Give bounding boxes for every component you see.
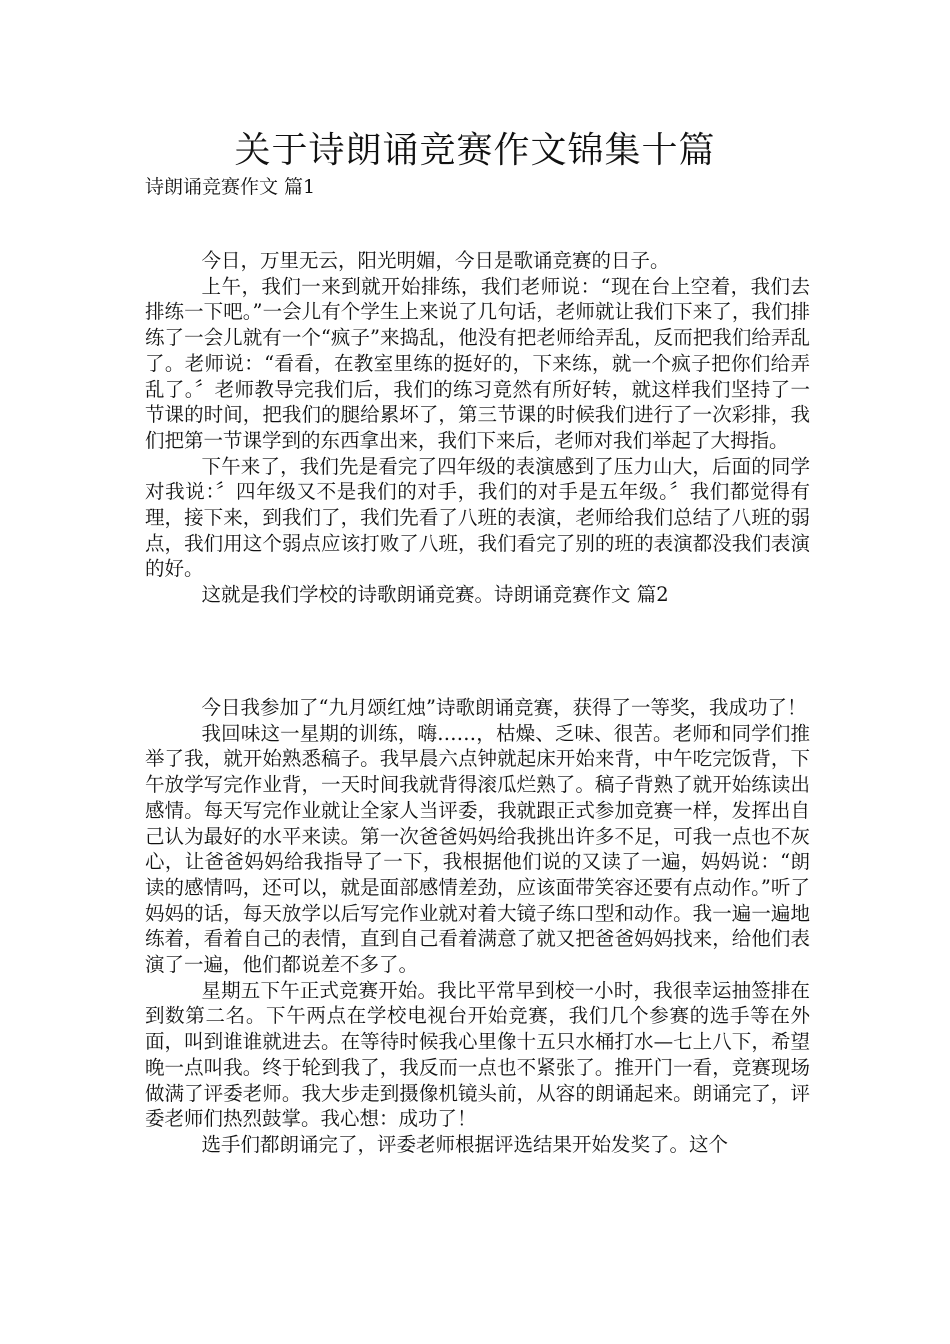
paragraph: 下午来了，我们先是看完了四年级的表演感到了压力山大，后面的同学对我说：〞四年级又不是我们的对手，我们的对手是五年级。〞我们都觉得有理，接下来，到我们了，我们先看了八班的表演，老师给我们总结了八班的弱点，我们用这个弱点应该打败了八班，我们看完了别的班的表演都没我们表演的好。 bbox=[145, 454, 810, 581]
section-heading-1: 诗朗诵竞赛作文 篇1 bbox=[145, 176, 316, 198]
paragraph: 我回味这一星期的训练，嗨……，枯燥、乏味、很苦。老师和同学们推举了我，就开始熟悉稿子。我早晨六点钟就起床开始来背，中午吃完饭背，下午放学写完作业背，一天时间我就背得滚瓜烂熟了。稿子背熟了就开始练读出感情。每天写完作业就让全家人当评委，我就跟正式参加竞赛一样，发挥出自己认为最好的水平来读。第一次爸爸妈妈给我挑出许多不足，可我一点也不灰心，让爸爸妈妈给我指导了一下，我根据他们说的又读了一遍，妈妈说：“朗读的感情吗，还可以，就是面部感情差劲，应该面带笑容还要有点动作。”听了妈妈的话，每天放学以后写完作业就对着大镜子练口型和动作。我一遍一遍地练着，看着自己的表情，直到自己看着满意了就又把爸爸妈妈找来，给他们表演了一遍，他们都说差不多了。 bbox=[145, 721, 810, 977]
paragraph: 这就是我们学校的诗歌朗诵竞赛。诗朗诵竞赛作文 篇2 bbox=[201, 583, 669, 607]
paragraph: 今日，万里无云，阳光明媚，今日是歌诵竞赛的日子。 bbox=[201, 249, 670, 272]
paragraph: 选手们都朗诵完了，评委老师根据评选结果开始发奖了。这个 bbox=[201, 1132, 729, 1156]
document-title: 关于诗朗诵竞赛作文锦集十篇 bbox=[234, 130, 716, 171]
paragraph: 今日我参加了“九月颂红烛”诗歌朗诵竞赛，获得了一等奖，我成功了！ bbox=[201, 696, 807, 719]
section-1-body bbox=[145, 248, 810, 608]
paragraph: 星期五下午正式竞赛开始。我比平常早到校一小时，我很幸运抽签排在到数第二名。下午两点在学校电视台开始竞赛，我们几个参赛的选手等在外面，叫到谁谁就进去。在等待时候我心里像十五只水桶打水—七上八下，希望晚一点叫我。终于轮到我了，我反而一点也不紧张了。推开门一看，竞赛现场做满了评委老师。我大步走到摄像机镜头前，从容的朗诵起来。朗诵完了，评委老师们热烈鼓掌。我心想：成功了！ bbox=[145, 978, 810, 1131]
section-2-body bbox=[145, 695, 810, 1158]
paragraph: 上午，我们一来到就开始排练，我们老师说：“现在台上空着，我们去排练一下吧。”一会儿有个学生上来说了几句话，老师就让我们下来了，我们排练了一会儿就有一个“疯子”来捣乱，他没有把老师给弄乱，反而把我们给弄乱了。老师说：“看看，在教室里练的挺好的，下来练，就一个疯子把你们给弄乱了。〞老师教导完我们后，我们的练习竟然有所好转，就这样我们坚持了一节课的时间，把我们的腿给累坏了，第三节课的时候我们进行了一次彩排，我们把第一节课学到的东西拿出来，我们下来后，老师对我们举起了大拇指。 bbox=[145, 274, 810, 452]
